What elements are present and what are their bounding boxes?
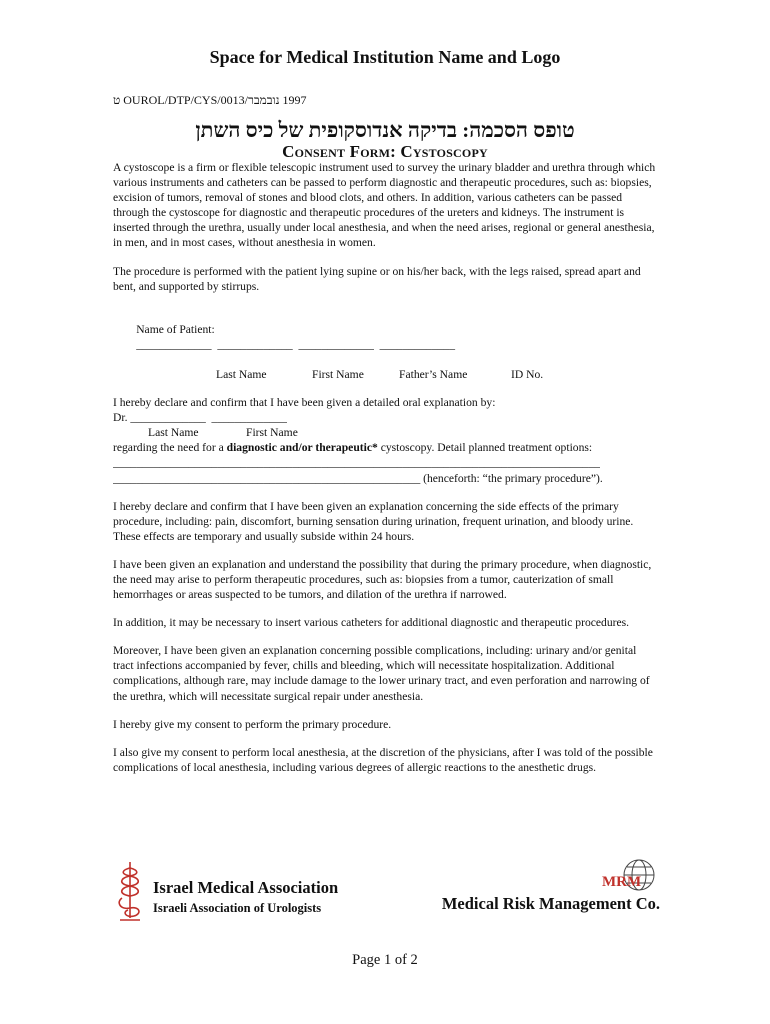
patient-name-blanks[interactable]: _____________ _____________ _____________ _____________ bbox=[136, 337, 456, 351]
side-effects-paragraph: I hereby declare and confirm that I have been given an explanation concerning the side effects of the primary procedure, including: pain, discomfort, burning sensation during urination, frequent urination, and bloody urine. These effects are temporary and usually subside within 24 hours. bbox=[113, 499, 634, 543]
patient-name-section bbox=[113, 307, 658, 382]
catheters-paragraph: In addition, it may be necessary to insert various catheters for additional diagnostic and therapeutic procedures. bbox=[113, 616, 630, 630]
doctor-first-name-label: First Name bbox=[246, 426, 298, 440]
consent-anesthesia-paragraph: I also give my consent to perform local anesthesia, at the discretion of the physicians, after I was told of the possible complications of local anesthesia, including various degrees of allergic reactions to the anesthetic drugs. bbox=[113, 745, 653, 774]
doctor-declare-text: I hereby declare and confirm that I have been given a detailed oral explanation by: bbox=[113, 396, 496, 410]
consent-primary-paragraph: I hereby give my consent to perform the primary procedure. bbox=[113, 717, 392, 731]
ima-subtitle: Israeli Association of Urologists bbox=[153, 901, 322, 915]
patient-name-label: Name of Patient: bbox=[136, 322, 215, 336]
ima-logo-icon bbox=[112, 858, 148, 924]
doctor-section bbox=[113, 395, 658, 485]
henceforth-text: (henceforth: “the primary procedure”). bbox=[420, 471, 603, 485]
regarding-line bbox=[113, 440, 658, 455]
doctor-last-name-label: Last Name bbox=[148, 426, 199, 440]
institution-placeholder: Space for Medical Institution Name and Logo bbox=[209, 47, 561, 67]
mrm-company-name: Medical Risk Management Co. bbox=[441, 894, 660, 913]
ima-name: Israel Medical Association bbox=[153, 878, 339, 897]
mrm-logo-block bbox=[420, 858, 660, 918]
patient-father-name-label: Father’s Name bbox=[399, 368, 468, 382]
hebrew-title: טופס הסכמה: בדיקה אנדוסקופית של כיס השתן bbox=[195, 118, 575, 142]
complications-paragraph: Moreover, I have been given an explanation concerning possible complications, including: urinary and/or genital tract infections accompanied by fever, chills and bleeding, which will necessitate hospitalization. Additional complications, although rare, may include damage to the lower urinary tract, and even perforation and narrowing of the urethra, which will necessitate surgical repair under anesthesia. bbox=[113, 644, 650, 703]
position-paragraph: The procedure is performed with the patient lying supine or on his/her back, with the legs raised, spread apart and bent, and supported by stirrups. bbox=[113, 264, 641, 293]
primary-procedure-blank[interactable]: _____________________________________________________ bbox=[113, 471, 421, 485]
form-reference: 1997 נובמבר/OUROL/DTP/CYS/0013 ט bbox=[113, 93, 307, 107]
page-number: Page 1 of 2 bbox=[352, 952, 418, 968]
patient-last-name-label: Last Name bbox=[216, 368, 267, 382]
treatment-options-blank[interactable]: ____________________________________________________________________________________ bbox=[113, 456, 600, 470]
therapeutic-paragraph: I have been given an explanation and understand the possibility that during the primary procedure, when diagnostic, the need may arise to perform therapeutic procedures, such as: biopsies from a tumor, cauterization of small hemorrhages or areas suspected to be tumors, and dilation of the urethra if narrowed. bbox=[113, 557, 652, 602]
form-body bbox=[113, 160, 658, 788]
regarding-suffix: cystoscopy. Detail planned treatment options: bbox=[377, 441, 593, 455]
patient-first-name-label: First Name bbox=[312, 368, 364, 382]
doctor-name-blanks[interactable]: Dr. _____________ _____________ bbox=[113, 411, 287, 425]
ima-logo-block bbox=[112, 858, 372, 923]
english-title: Consent Form: Cystoscopy bbox=[282, 142, 488, 161]
patient-id-label: ID No. bbox=[511, 368, 544, 382]
mrm-abbrev: MRM bbox=[602, 874, 642, 890]
regarding-bold: diagnostic and/or therapeutic* bbox=[226, 441, 378, 455]
regarding-prefix: regarding the need for a bbox=[113, 441, 227, 455]
intro-paragraph: A cystoscope is a firm or flexible telescopic instrument used to survey the urinary bladder and urethra through which various instruments and catheters can be passed to perform diagnostic and therapeutic procedures, such as: biopsies, excision of tumors, removal of stones and blood clots, and others. In addition, various catheters can be passed through the cystoscope for diagnostic and therapeutic procedures of the ureters and kidneys. The instrument is inserted through the urethra, usually under local anesthesia, and when the need arises, regional or general anesthesia, in men, and in most cases, without anesthesia in women. bbox=[113, 161, 656, 250]
